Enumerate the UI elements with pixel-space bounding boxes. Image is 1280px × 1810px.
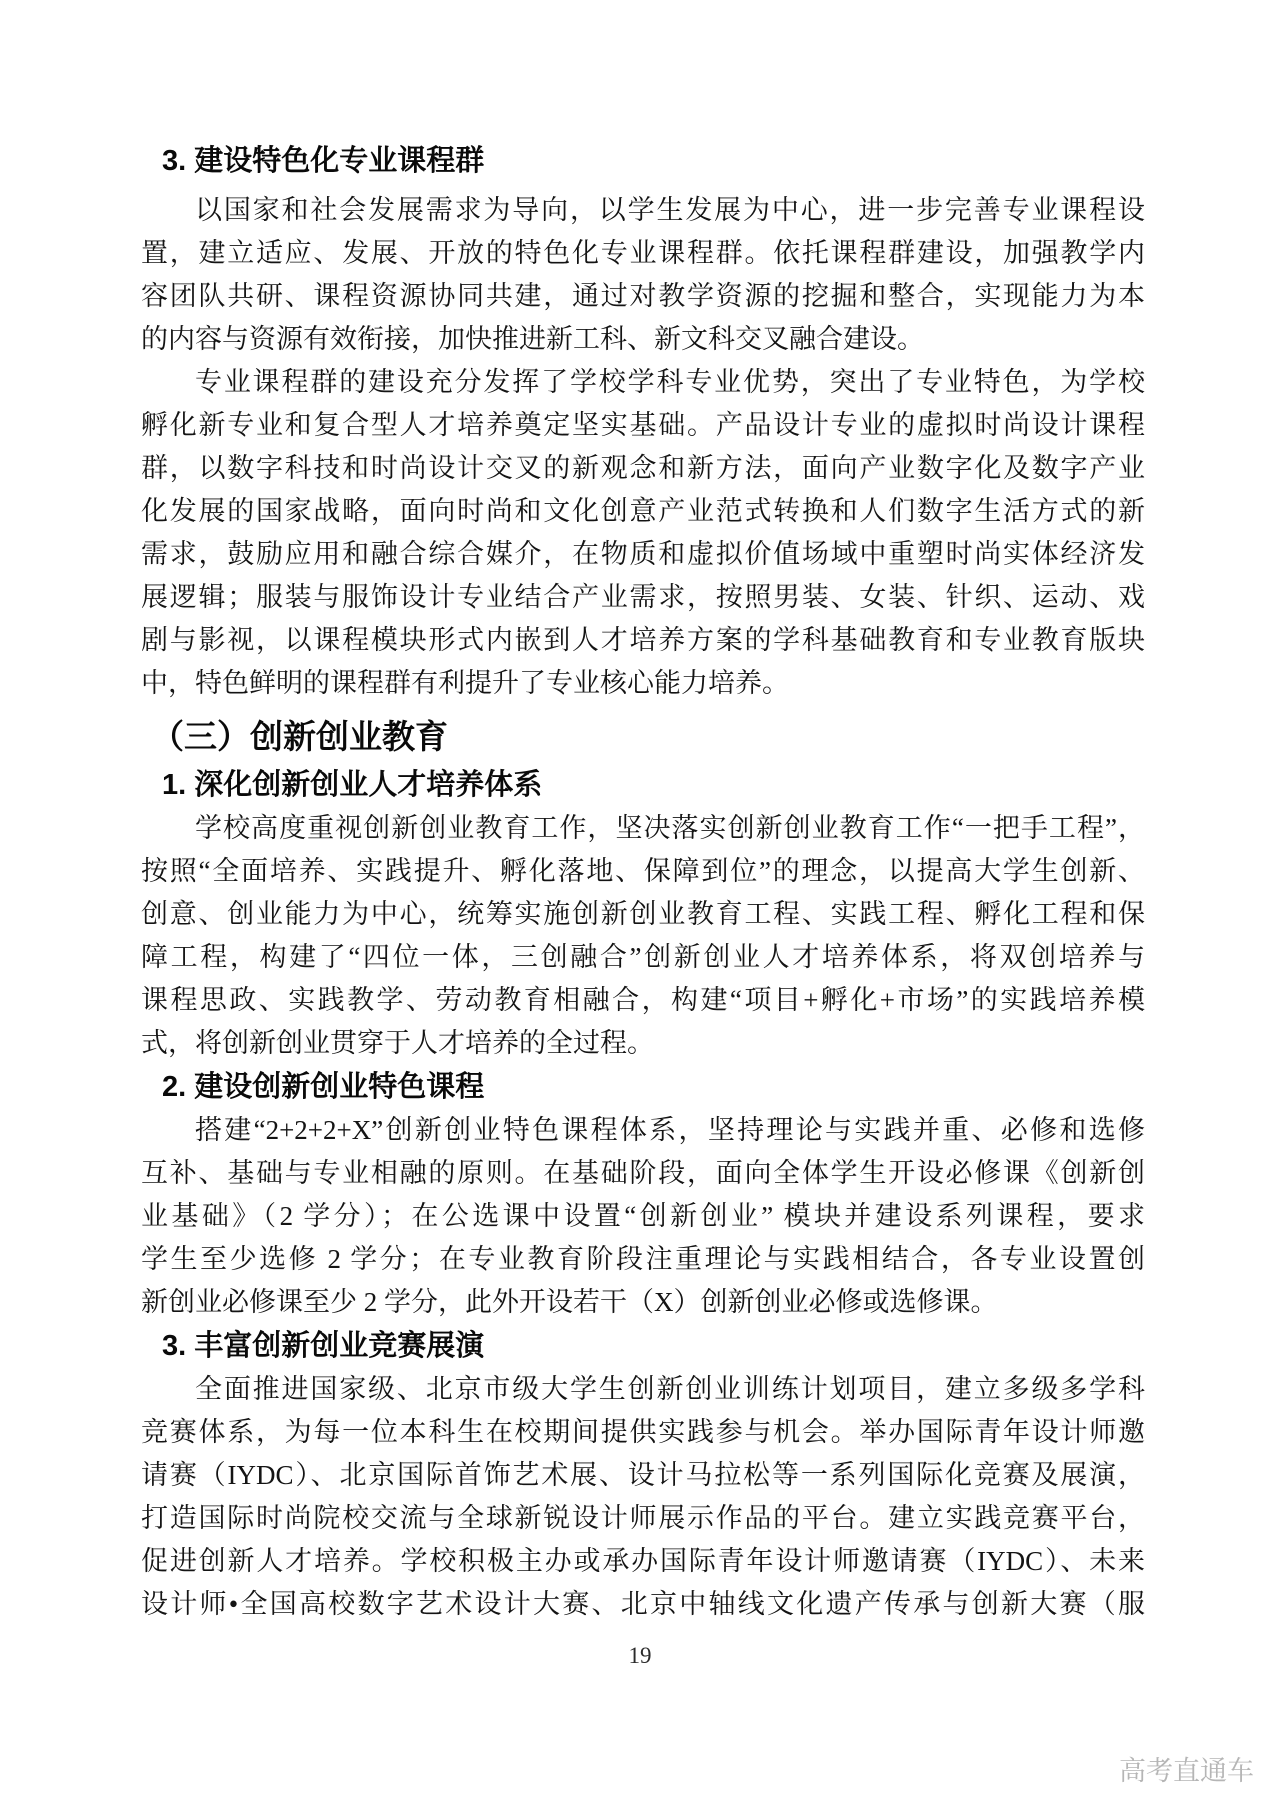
text-line: 促进创新人才培养。学校积极主办或承办国际青年设计师邀请赛（IYDC）、未来 xyxy=(141,1546,1145,1576)
heading-section-innovation-entrepreneurship-education: （三）创新创业教育 xyxy=(151,718,448,755)
text-line: 学校高度重视创新创业教育工作，坚决落实创新创业教育工作“一把手工程”， xyxy=(195,813,1145,843)
text-line: 障工程，构建了“四位一体，三创融合”创新创业人才培养体系，将双创培养与 xyxy=(141,942,1145,972)
text-line: 剧与影视，以课程模块形式内嵌到人才培养方案的学科基础教育和专业教育版块 xyxy=(141,625,1145,655)
paragraph-course-groups-achievements xyxy=(141,361,1145,705)
text-line: 打造国际时尚院校交流与全球新锐设计师展示作品的平台。建立实践竞赛平台， xyxy=(141,1503,1145,1533)
text-line: 课程思政、实践教学、劳动教育相融合，构建“项目+孵化+市场”的实践培养模 xyxy=(141,985,1145,1015)
text-line: 全面推进国家级、北京市级大学生创新创业训练计划项目，建立多级多学科 xyxy=(195,1374,1145,1404)
text-line: 孵化新专业和复合型人才培养奠定坚实基础。产品设计专业的虚拟时尚设计课程 xyxy=(141,410,1145,440)
text-line: 请赛（IYDC）、北京国际首饰艺术展、设计马拉松等一系列国际化竞赛及展演， xyxy=(141,1460,1145,1490)
text-line: 新创业必修课至少 2 学分，此外开设若干（X）创新创业必修或选修课。 xyxy=(141,1287,998,1317)
paragraph-competitions-exhibitions xyxy=(141,1368,1145,1626)
text-line: 中，特色鲜明的课程群有利提升了专业核心能力培养。 xyxy=(141,668,789,698)
heading-deepen-talent-cultivation-system: 1. 深化创新创业人才培养体系 xyxy=(162,769,543,801)
text-line: 展逻辑；服装与服饰设计专业结合产业需求，按照男装、女装、针织、运动、戏 xyxy=(141,582,1145,612)
text-line: 式，将创新创业贯穿于人才培养的全过程。 xyxy=(141,1028,654,1058)
text-line: 创意、创业能力为中心，统筹实施创新创业教育工程、实践工程、孵化工程和保 xyxy=(141,899,1145,929)
text-line: 搭建“2+2+2+X”创新创业特色课程体系，坚持理论与实践并重、必修和选修 xyxy=(195,1115,1145,1145)
text-line: 的内容与资源有效衔接，加快推进新工科、新文科交叉融合建设。 xyxy=(141,324,924,354)
heading-enrich-competitions-exhibitions: 3. 丰富创新创业竞赛展演 xyxy=(162,1330,485,1362)
text-line: 容团队共研、课程资源协同共建，通过对教学资源的挖掘和整合，实现能力为本 xyxy=(141,281,1145,311)
heading-build-specialized-course-groups: 3. 建设特色化专业课程群 xyxy=(162,145,485,177)
paragraph-talent-cultivation-system xyxy=(141,807,1145,1065)
text-line: 置，建立适应、发展、开放的特色化专业课程群。依托课程群建设，加强教学内 xyxy=(141,238,1145,268)
text-line: 互补、基础与专业相融的原则。在基础阶段，面向全体学生开设必修课《创新创 xyxy=(141,1158,1145,1188)
text-line: 化发展的国家战略，面向时尚和文化创意产业范式转换和人们数字生活方式的新 xyxy=(141,496,1145,526)
text-line: 需求，鼓励应用和融合综合媒介，在物质和虚拟价值场域中重塑时尚实体经济发 xyxy=(141,539,1145,569)
text-line: 业基础》（2 学分）；在公选课中设置“创新创业” 模块并建设系列课程，要求 xyxy=(141,1201,1145,1231)
page-number: 19 xyxy=(628,1643,652,1668)
document-body xyxy=(141,141,1145,1626)
text-line: 设计师•全国高校数字艺术设计大赛、北京中轴线文化遗产传承与创新大赛（服 xyxy=(141,1589,1145,1619)
heading-build-featured-courses: 2. 建设创新创业特色课程 xyxy=(162,1071,485,1103)
paragraph-course-groups-intro xyxy=(141,189,1145,361)
paragraph-featured-course-system xyxy=(141,1109,1145,1324)
text-line: 按照“全面培养、实践提升、孵化落地、保障到位”的理念，以提高大学生创新、 xyxy=(141,856,1145,886)
watermark-gaokao-zhitongche: 高考直通车 xyxy=(1119,1756,1254,1786)
text-line: 专业课程群的建设充分发挥了学校学科专业优势，突出了专业特色，为学校 xyxy=(195,367,1145,397)
text-line: 群，以数字科技和时尚设计交叉的新观念和新方法，面向产业数字化及数字产业 xyxy=(141,453,1145,483)
text-line: 竞赛体系，为每一位本科生在校期间提供实践参与机会。举办国际青年设计师邀 xyxy=(141,1417,1145,1447)
text-line: 学生至少选修 2 学分；在专业教育阶段注重理论与实践相结合，各专业设置创 xyxy=(141,1244,1145,1274)
text-line: 以国家和社会发展需求为导向，以学生发展为中心，进一步完善专业课程设 xyxy=(195,195,1145,225)
